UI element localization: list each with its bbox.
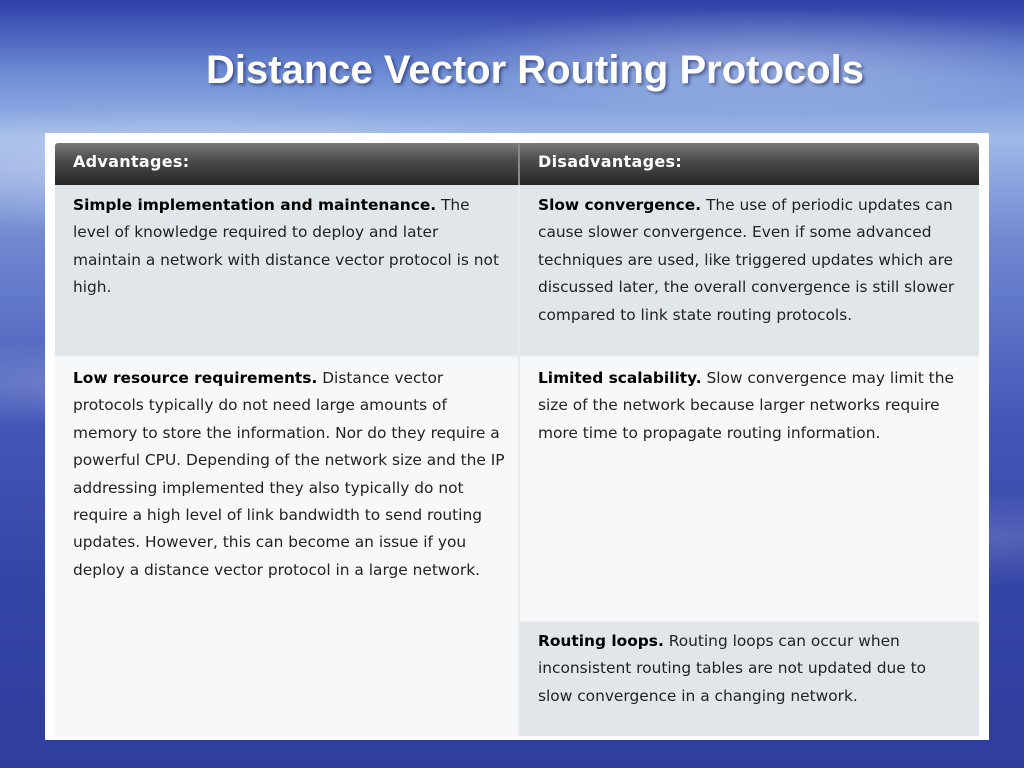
- advantage-cell-low-resource: [55, 357, 518, 736]
- advantages-header: Advantages:: [73, 152, 190, 171]
- disadvantage-description: The use of periodic updates can cause slower convergence. Even if some advanced techniques are used, like triggered updates which are discussed later, the overall convergence is still slower compared to link state routing protocols.: [538, 196, 955, 324]
- disadvantage-text: [538, 365, 965, 447]
- slide-title: Distance Vector Routing Protocols: [206, 48, 864, 92]
- advantage-text: [73, 192, 508, 302]
- advantage-term: Simple implementation and maintenance.: [73, 196, 437, 214]
- disadvantage-cell-slow-convergence: [520, 185, 979, 355]
- table-body: [55, 143, 979, 736]
- disadvantage-description: Routing loops can occur when inconsistent routing tables are not updated due to slow convergence in a changing network.: [538, 632, 927, 705]
- disadvantage-term: Limited scalability.: [538, 369, 702, 387]
- advantage-description: The level of knowledge required to deploy and later maintain a network with distance vector protocol is not high.: [73, 196, 499, 297]
- disadvantage-cell-routing-loops: [520, 623, 979, 736]
- disadvantage-cell-limited-scalability: [520, 357, 979, 621]
- disadvantage-description: Slow convergence may limit the size of the network because larger networks require more time to propagate routing information.: [538, 369, 954, 442]
- comparison-table: [45, 133, 989, 740]
- disadvantage-term: Slow convergence.: [538, 196, 702, 214]
- table-header-row: [55, 143, 979, 185]
- advantage-cell-simple-implementation: [55, 185, 518, 355]
- disadvantages-header: Disadvantages:: [538, 152, 683, 171]
- advantage-term: Low resource requirements.: [73, 369, 318, 387]
- disadvantage-text: [538, 192, 965, 329]
- header-divider: [518, 143, 520, 185]
- disadvantage-term: Routing loops.: [538, 632, 664, 650]
- advantage-description: Distance vector protocols typically do not need large amounts of memory to store the information. Nor do they require a powerful CPU. Depending of the network size and the IP addressing implemented they also typically do not require a high level of link bandwidth to send routing updates. However, this can become an issue if you deploy a distance vector protocol in a large network.: [73, 369, 505, 579]
- advantage-text: [73, 365, 508, 584]
- disadvantage-text: [538, 628, 965, 710]
